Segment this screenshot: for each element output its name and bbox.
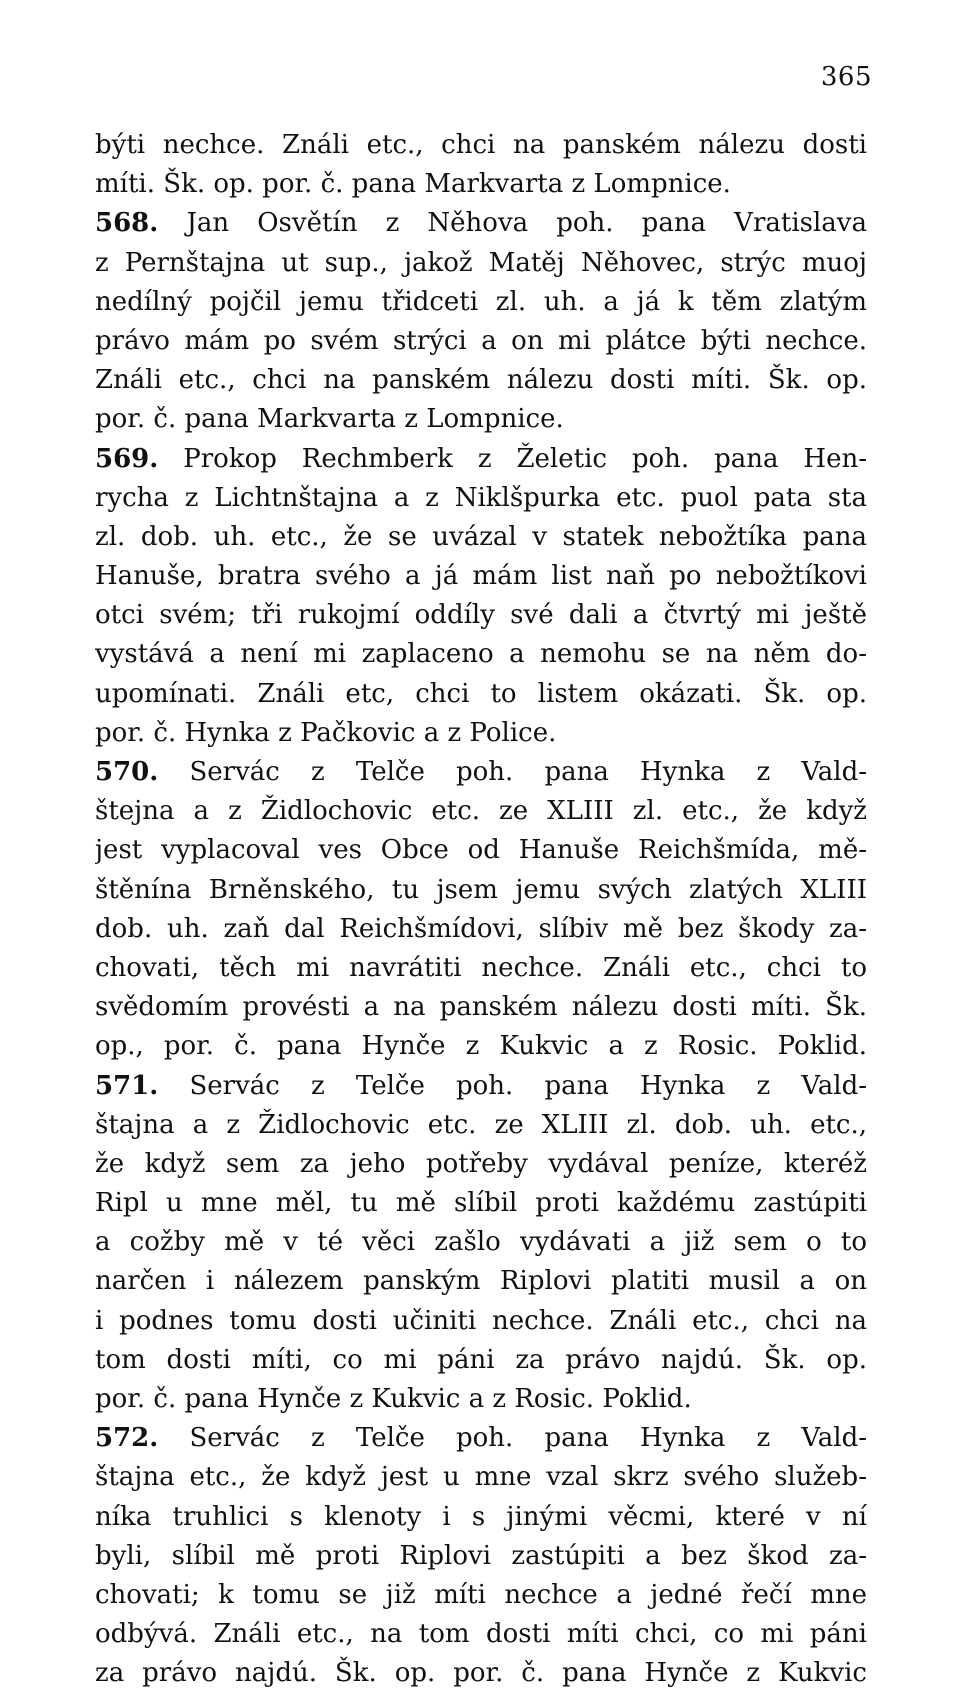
line-text: op., por. č. pana Hynče z Kukvic a z Rosic. Poklid. xyxy=(95,1031,867,1062)
text-line xyxy=(95,1223,867,1262)
text-line xyxy=(95,1027,867,1066)
text-line xyxy=(95,1537,867,1576)
line-text: chovati; k tomu se již míti nechce a jedné řečí mne xyxy=(95,1579,867,1610)
line-text: Prokop Rechmberk z Želetic poh. pana Hen- xyxy=(158,443,867,474)
line-text: z Pernštajna ut sup., jakož Matěj Něhovec, strýc muoj xyxy=(95,247,867,278)
text-line xyxy=(95,871,867,910)
text-line xyxy=(95,440,867,479)
line-text: nedílný pojčil jemu třidceti zl. uh. a já k těm zlatým xyxy=(95,286,867,317)
line-text: upomínati. Ználi etc, chci to listem okázati. Šk. op. xyxy=(95,678,867,709)
line-text: byli, slíbil mě proti Riplovi zastúpiti a bez škod za- xyxy=(95,1540,867,1571)
line-text: Servác z Telče poh. pana Hynka z Vald- xyxy=(158,1070,867,1101)
entry-number: 571. xyxy=(95,1070,159,1101)
line-text: Ználi etc., chci na panském nálezu dosti míti. Šk. op. xyxy=(95,365,867,396)
text-line xyxy=(95,557,867,596)
entry-number: 570. xyxy=(95,757,159,787)
text-line xyxy=(95,714,867,753)
text-line xyxy=(95,518,867,557)
line-text: vystává a není mi zaplaceno a nemohu se na něm do- xyxy=(95,639,867,670)
text-line xyxy=(95,675,867,714)
text-line xyxy=(95,1302,867,1341)
text-line xyxy=(95,1458,867,1497)
line-text: míti. Šk. op. por. č. pana Markvarta z Lompnice. xyxy=(95,169,731,200)
text-line xyxy=(95,1145,867,1184)
line-text: jest vyplacoval ves Obce od Hanuše Reichšmída, mě- xyxy=(95,835,867,866)
page-number: 365 xyxy=(820,62,872,92)
line-text: dob. uh. zaň dal Reichšmídovi, slíbiv mě bez škody za- xyxy=(95,913,867,944)
line-text: Hanuše, bratra svého a já mám list naň po nebožtíkovi xyxy=(95,561,867,592)
line-text: a cožby mě v té věci zašlo vydávati a již sem o to xyxy=(95,1227,867,1258)
text-line xyxy=(95,165,867,204)
line-text: svědomím provésti a na panském nálezu dosti míti. Šk. xyxy=(95,992,867,1023)
line-text: zl. dob. uh. etc., že se uvázal v statek nebožtíka pana xyxy=(95,521,867,552)
line-text: rycha z Lichtnštajna a z Niklšpurka etc. puol pata sta xyxy=(95,482,867,513)
text-line xyxy=(95,1106,867,1145)
text-line xyxy=(95,1067,867,1106)
line-text: štěnína Brněnského, tu jsem jemu svých zlatých XLIII xyxy=(95,874,867,905)
line-text: za právo najdú. Šk. op. por. č. pana Hynče z Kukvic xyxy=(95,1658,867,1689)
text-line xyxy=(95,988,867,1027)
text-line xyxy=(95,1615,867,1654)
line-text: odbývá. Ználi etc., na tom dosti míti chci, co mi páni xyxy=(95,1619,867,1650)
entry-number: 568. xyxy=(95,208,159,239)
text-line xyxy=(95,1419,867,1458)
line-text: právo mám po svém strýci a on mi plátce býti nechce. xyxy=(95,325,867,356)
line-text: Servác z Telče poh. pana Hynka z Vald- xyxy=(158,757,867,787)
line-text: Jan Osvětín z Něhova poh. pana Vratislava xyxy=(158,208,867,239)
text-line xyxy=(95,400,867,439)
line-text: Ripl u mne měl, tu mě slíbil proti každému zastúpiti xyxy=(95,1188,867,1219)
text-line xyxy=(95,1380,867,1419)
text-line xyxy=(95,596,867,635)
line-text: narčen i nálezem panským Riplovi platiti musil a on xyxy=(95,1266,867,1297)
line-text: otci svém; tři rukojmí oddíly své dali a čtvrtý mi ještě xyxy=(95,600,867,631)
line-text: Servác z Telče poh. pana Hynka z Vald- xyxy=(158,1423,867,1454)
text-line xyxy=(95,1654,867,1693)
text-line xyxy=(95,949,867,988)
text-line xyxy=(95,479,867,518)
line-text: býti nechce. Ználi etc., chci na panském nálezu dosti xyxy=(95,130,867,160)
text-line xyxy=(95,1262,867,1301)
text-line xyxy=(95,1341,867,1380)
line-text: štajna a z Židlochovic etc. ze XLIII zl. dob. uh. etc., xyxy=(95,1109,867,1140)
text-line xyxy=(95,635,867,674)
text-line xyxy=(95,792,867,831)
body-text xyxy=(95,126,867,1694)
line-text: štajna etc., že když jest u mne vzal skrz svého služeb- xyxy=(95,1462,867,1493)
line-text: chovati, těch mi navrátiti nechce. Ználi etc., chci to xyxy=(95,952,867,983)
line-text: štejna a z Židlochovic etc. ze XLIII zl. etc., že když xyxy=(95,796,867,827)
text-line xyxy=(95,753,867,792)
text-line xyxy=(95,1498,867,1537)
text-line xyxy=(95,244,867,283)
text-line xyxy=(95,361,867,400)
text-line xyxy=(95,283,867,322)
line-text: níka truhlici s klenoty i s jinými věcmi, které v ní xyxy=(95,1501,867,1532)
text-line xyxy=(95,1184,867,1223)
line-text: i podnes tomu dosti učiniti nechce. Ználi etc., chci na xyxy=(95,1305,867,1336)
line-text: tom dosti míti, co mi páni za právo najdú. Šk. op. xyxy=(95,1344,867,1375)
line-text: por. č. pana Markvarta z Lompnice. xyxy=(95,404,564,435)
entry-number: 569. xyxy=(95,443,159,474)
text-line xyxy=(95,322,867,361)
line-text: por. č. Hynka z Pačkovic a z Police. xyxy=(95,717,557,748)
line-text: por. č. pana Hynče z Kukvic a z Rosic. Poklid. xyxy=(95,1384,692,1414)
text-line xyxy=(95,910,867,949)
text-line xyxy=(95,204,867,243)
text-line xyxy=(95,1576,867,1615)
line-text: že když sem za jeho potřeby vydával peníze, kteréž xyxy=(95,1148,867,1179)
entry-number: 572. xyxy=(95,1423,159,1454)
text-line xyxy=(95,831,867,870)
text-line xyxy=(95,126,867,165)
